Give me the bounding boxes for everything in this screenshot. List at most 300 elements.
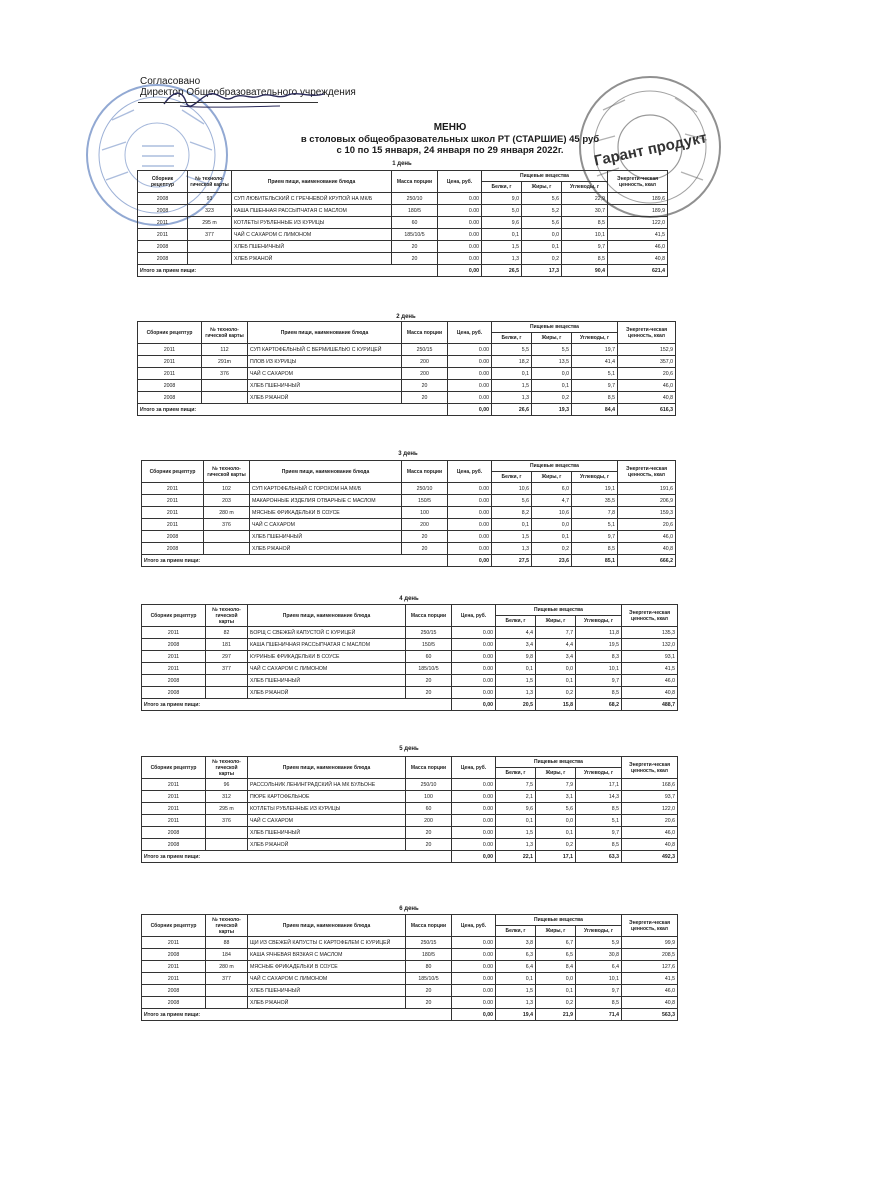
- header-price: Цена, руб.: [438, 171, 482, 193]
- cell-mass: 80: [406, 961, 452, 973]
- cell-tech-card: 93: [188, 193, 232, 205]
- header-carbs: Углеводы, г: [562, 182, 608, 193]
- total-carbs: 90,4: [562, 265, 608, 277]
- cell-energy: 357,0: [618, 356, 676, 368]
- cell-tech-card: [206, 985, 248, 997]
- cell-tech-card: 181: [206, 639, 248, 651]
- cell-dish-name: КАША ПШЕННАЯ РАССЫПЧАТАЯ С МАСЛОМ: [232, 205, 392, 217]
- header-price: Цена, руб.: [448, 322, 492, 344]
- cell-energy: 206,9: [618, 495, 676, 507]
- cell-price: 0.00: [448, 543, 492, 555]
- cell-fat: 0,1: [532, 380, 572, 392]
- total-label: Итого за прием пищи:: [142, 851, 452, 863]
- cell-dish-name: СУП ЛЮБИТЕЛЬСКИЙ С ГРЕЧНЕВОЙ КРУПОЙ НА МК/Б: [232, 193, 392, 205]
- cell-energy: 46,0: [608, 241, 668, 253]
- cell-dish-name: ХЛЕБ ПШЕНИЧНЫЙ: [248, 985, 406, 997]
- header-nutrients: Пищевые вещества: [492, 461, 618, 472]
- day-label: 6 день: [399, 906, 419, 912]
- cell-price: 0.00: [452, 949, 496, 961]
- header-meal: Прием пищи, наименование блюда: [250, 461, 402, 483]
- cell-tech-card: 82: [206, 627, 248, 639]
- cell-carbs: 14,3: [576, 791, 622, 803]
- cell-fat: 0,1: [536, 675, 576, 687]
- header-protein: Белки, г: [496, 768, 536, 779]
- header-carbs: Углеводы, г: [572, 333, 618, 344]
- header-energy: Энергети-ческая ценность, ккал: [618, 322, 676, 344]
- cell-collection: 2011: [138, 356, 202, 368]
- cell-fat: 0,2: [532, 543, 572, 555]
- total-protein: 19,4: [496, 1009, 536, 1021]
- cell-carbs: 9,7: [572, 531, 618, 543]
- total-price: 0,00: [452, 851, 496, 863]
- cell-price: 0.00: [448, 495, 492, 507]
- header-fat: Жиры, г: [532, 333, 572, 344]
- cell-mass: 150/5: [402, 495, 448, 507]
- cell-dish-name: ХЛЕБ РЖАНОЙ: [248, 997, 406, 1009]
- cell-collection: 2008: [142, 839, 206, 851]
- table-header-row: [142, 605, 678, 616]
- total-protein: 26,6: [492, 404, 532, 416]
- cell-mass: 250/10: [402, 483, 448, 495]
- cell-protein: 1,5: [496, 985, 536, 997]
- cell-protein: 0,1: [496, 663, 536, 675]
- cell-mass: 185/10/5: [406, 973, 452, 985]
- total-energy: 621,4: [608, 265, 668, 277]
- total-energy: 616,3: [618, 404, 676, 416]
- cell-tech-card: [202, 392, 248, 404]
- cell-fat: 5,5: [532, 344, 572, 356]
- cell-collection: 2008: [142, 827, 206, 839]
- cell-dish-name: МАКАРОННЫЕ ИЗДЕЛИЯ ОТВАРНЫЕ С МАСЛОМ: [250, 495, 402, 507]
- cell-carbs: 22,9: [562, 193, 608, 205]
- cell-carbs: 19,1: [572, 483, 618, 495]
- header-price: Цена, руб.: [452, 757, 496, 779]
- approval-position: Директор Общеобразовательного учреждения: [140, 87, 356, 98]
- total-label: Итого за прием пищи:: [138, 265, 438, 277]
- cell-fat: 6,7: [536, 937, 576, 949]
- cell-collection: 2008: [142, 687, 206, 699]
- total-carbs: 71,4: [576, 1009, 622, 1021]
- table-row: [142, 961, 678, 973]
- cell-carbs: 5,1: [576, 815, 622, 827]
- cell-dish-name: ЧАЙ С САХАРОМ С ЛИМОНОМ: [248, 973, 406, 985]
- cell-energy: 132,0: [622, 639, 678, 651]
- header-collection: Сборник рецептур: [138, 171, 188, 193]
- cell-carbs: 19,7: [572, 344, 618, 356]
- menu-table-day-3: [141, 460, 676, 567]
- table-row: [138, 229, 668, 241]
- cell-mass: 150/5: [406, 639, 452, 651]
- day-label: 1 день: [392, 161, 412, 167]
- cell-energy: 40,8: [622, 839, 678, 851]
- total-price: 0,00: [448, 404, 492, 416]
- cell-carbs: 17,1: [576, 779, 622, 791]
- cell-fat: 4,7: [532, 495, 572, 507]
- header-nutrients: Пищевые вещества: [496, 605, 622, 616]
- cell-fat: 5,2: [522, 205, 562, 217]
- header-carbs: Углеводы, г: [576, 768, 622, 779]
- cell-energy: 122,0: [608, 217, 668, 229]
- cell-tech-card: 376: [206, 815, 248, 827]
- cell-collection: 2008: [142, 997, 206, 1009]
- total-row: [142, 555, 676, 567]
- cell-price: 0.00: [452, 639, 496, 651]
- cell-protein: 1,5: [496, 827, 536, 839]
- cell-dish-name: ХЛЕБ ПШЕНИЧНЫЙ: [250, 531, 402, 543]
- header-meal: Прием пищи, наименование блюда: [248, 605, 406, 627]
- cell-dish-name: СУП КАРТОФЕЛЬНЫЙ С ВЕРМИШЕЛЬЮ С КУРИЦЕЙ: [248, 344, 402, 356]
- table-row: [142, 495, 676, 507]
- header-protein: Белки, г: [492, 472, 532, 483]
- cell-dish-name: ЧАЙ С САХАРОМ: [250, 519, 402, 531]
- cell-collection: 2011: [142, 937, 206, 949]
- cell-energy: 191,6: [618, 483, 676, 495]
- cell-collection: 2008: [142, 639, 206, 651]
- header-meal: Прием пищи, наименование блюда: [248, 757, 406, 779]
- table-row: [142, 627, 678, 639]
- cell-price: 0.00: [448, 344, 492, 356]
- cell-price: 0.00: [452, 827, 496, 839]
- table-header-row: [142, 757, 678, 768]
- cell-fat: 7,7: [536, 627, 576, 639]
- cell-mass: 20: [392, 253, 438, 265]
- cell-tech-card: 96: [206, 779, 248, 791]
- total-fat: 15,8: [536, 699, 576, 711]
- total-protein: 20,5: [496, 699, 536, 711]
- cell-dish-name: МЯСНЫЕ ФРИКАДЕЛЬКИ В СОУСЕ: [250, 507, 402, 519]
- header-energy: Энергети-ческая ценность, ккал: [622, 915, 678, 937]
- header-mass: Масса порции: [406, 605, 452, 627]
- cell-carbs: 9,7: [576, 827, 622, 839]
- table-row: [142, 827, 678, 839]
- cell-tech-card: 312: [206, 791, 248, 803]
- cell-energy: 93,1: [622, 651, 678, 663]
- cell-protein: 9,0: [482, 193, 522, 205]
- header-collection: Сборник рецептур: [142, 915, 206, 937]
- total-row: [142, 851, 678, 863]
- cell-price: 0.00: [438, 241, 482, 253]
- cell-protein: 3,8: [496, 937, 536, 949]
- header-fat: Жиры, г: [536, 926, 576, 937]
- cell-dish-name: КУРИНЫЕ ФРИКАДЕЛЬКИ В СОУСЕ: [248, 651, 406, 663]
- cell-collection: 2011: [138, 368, 202, 380]
- cell-collection: 2008: [138, 193, 188, 205]
- cell-tech-card: 376: [204, 519, 250, 531]
- table-row: [142, 663, 678, 675]
- cell-mass: 185/10/5: [392, 229, 438, 241]
- table-row: [142, 651, 678, 663]
- cell-fat: 7,9: [536, 779, 576, 791]
- header-fat: Жиры, г: [536, 768, 576, 779]
- table-row: [142, 815, 678, 827]
- cell-protein: 0,1: [496, 815, 536, 827]
- cell-dish-name: ХЛЕБ РЖАНОЙ: [232, 253, 392, 265]
- cell-dish-name: РАССОЛЬНИК ЛЕНИНГРАДСКИЙ НА МК БУЛЬОНЕ: [248, 779, 406, 791]
- header-nutrients: Пищевые вещества: [492, 322, 618, 333]
- cell-fat: 0,2: [532, 392, 572, 404]
- cell-protein: 1,5: [492, 531, 532, 543]
- cell-mass: 60: [392, 217, 438, 229]
- cell-collection: 2008: [138, 205, 188, 217]
- cell-protein: 5,5: [492, 344, 532, 356]
- table-row: [138, 368, 676, 380]
- menu-table-day-4: [141, 604, 678, 711]
- header-nutrients: Пищевые вещества: [496, 757, 622, 768]
- cell-dish-name: ХЛЕБ ПШЕНИЧНЫЙ: [248, 380, 402, 392]
- cell-tech-card: 377: [188, 229, 232, 241]
- cell-protein: 1,3: [492, 543, 532, 555]
- table-row: [142, 973, 678, 985]
- cell-price: 0.00: [438, 193, 482, 205]
- cell-collection: 2011: [142, 803, 206, 815]
- cell-protein: 1,3: [496, 997, 536, 1009]
- total-price: 0,00: [452, 1009, 496, 1021]
- cell-energy: 40,8: [608, 253, 668, 265]
- document-title: [300, 122, 600, 156]
- cell-carbs: 9,7: [576, 675, 622, 687]
- cell-mass: 100: [406, 791, 452, 803]
- cell-dish-name: ЧАЙ С САХАРОМ: [248, 368, 402, 380]
- cell-protein: 0,1: [492, 368, 532, 380]
- cell-fat: 5,6: [522, 217, 562, 229]
- cell-tech-card: [206, 687, 248, 699]
- cell-fat: 3,1: [536, 791, 576, 803]
- cell-price: 0.00: [452, 687, 496, 699]
- cell-tech-card: 291m: [202, 356, 248, 368]
- cell-dish-name: КАША ЯЧНЕВАЯ ВЯЗКАЯ С МАСЛОМ: [248, 949, 406, 961]
- table-row: [142, 639, 678, 651]
- total-energy: 488,7: [622, 699, 678, 711]
- cell-price: 0.00: [448, 392, 492, 404]
- table-row: [142, 779, 678, 791]
- cell-protein: 5,0: [482, 205, 522, 217]
- cell-protein: 9,8: [496, 651, 536, 663]
- cell-dish-name: ЧАЙ С САХАРОМ С ЛИМОНОМ: [232, 229, 392, 241]
- cell-tech-card: 377: [206, 663, 248, 675]
- header-fat: Жиры, г: [536, 616, 576, 627]
- cell-fat: 13,5: [532, 356, 572, 368]
- cell-collection: 2011: [142, 651, 206, 663]
- cell-dish-name: КОТЛЕТЫ РУБЛЕННЫЕ ИЗ КУРИЦЫ: [248, 803, 406, 815]
- cell-fat: 4,4: [536, 639, 576, 651]
- cell-carbs: 8,5: [562, 217, 608, 229]
- cell-protein: 9,6: [482, 217, 522, 229]
- table-row: [138, 380, 676, 392]
- cell-tech-card: [206, 827, 248, 839]
- cell-tech-card: 376: [202, 368, 248, 380]
- header-fat: Жиры, г: [532, 472, 572, 483]
- cell-mass: 60: [406, 651, 452, 663]
- menu-table-day-5: [141, 756, 678, 863]
- header-protein: Белки, г: [492, 333, 532, 344]
- table-row: [138, 205, 668, 217]
- table-row: [142, 839, 678, 851]
- header-carbs: Углеводы, г: [576, 616, 622, 627]
- cell-fat: 8,4: [536, 961, 576, 973]
- total-label: Итого за прием пищи:: [142, 555, 448, 567]
- cell-fat: 5,6: [522, 193, 562, 205]
- cell-tech-card: 112: [202, 344, 248, 356]
- cell-collection: 2008: [142, 531, 204, 543]
- total-row: [142, 1009, 678, 1021]
- cell-dish-name: ЧАЙ С САХАРОМ: [248, 815, 406, 827]
- table-row: [142, 519, 676, 531]
- cell-fat: 6,0: [532, 483, 572, 495]
- header-meal: Прием пищи, наименование блюда: [248, 322, 402, 344]
- cell-mass: 180/5: [392, 205, 438, 217]
- header-mass: Масса порции: [406, 757, 452, 779]
- cell-dish-name: ХЛЕБ ПШЕНИЧНЫЙ: [232, 241, 392, 253]
- cell-protein: 10,6: [492, 483, 532, 495]
- table-row: [142, 675, 678, 687]
- cell-carbs: 8,5: [576, 687, 622, 699]
- cell-price: 0.00: [452, 803, 496, 815]
- cell-energy: 46,0: [622, 827, 678, 839]
- menu-table-day-6: [141, 914, 678, 1021]
- table-row: [142, 997, 678, 1009]
- cell-protein: 6,3: [496, 949, 536, 961]
- total-price: 0,00: [438, 265, 482, 277]
- cell-energy: 122,0: [622, 803, 678, 815]
- header-collection: Сборник рецептур: [142, 461, 204, 483]
- cell-energy: 46,0: [622, 675, 678, 687]
- table-row: [142, 483, 676, 495]
- table-row: [142, 507, 676, 519]
- table-row: [142, 531, 676, 543]
- cell-fat: 0,0: [536, 815, 576, 827]
- table-row: [138, 392, 676, 404]
- cell-price: 0.00: [452, 961, 496, 973]
- header-mass: Масса порции: [402, 322, 448, 344]
- cell-mass: 60: [406, 803, 452, 815]
- cell-carbs: 41,4: [572, 356, 618, 368]
- cell-energy: 152,9: [618, 344, 676, 356]
- cell-carbs: 9,7: [562, 241, 608, 253]
- cell-collection: 2008: [142, 675, 206, 687]
- cell-collection: 2011: [142, 663, 206, 675]
- cell-dish-name: ХЛЕБ РЖАНОЙ: [248, 687, 406, 699]
- cell-collection: 2008: [138, 380, 202, 392]
- total-energy: 563,3: [622, 1009, 678, 1021]
- cell-tech-card: 88: [206, 937, 248, 949]
- cell-energy: 41,5: [622, 973, 678, 985]
- total-protein: 27,5: [492, 555, 532, 567]
- cell-fat: 10,6: [532, 507, 572, 519]
- total-fat: 21,9: [536, 1009, 576, 1021]
- total-row: [138, 404, 676, 416]
- cell-fat: 0,1: [536, 985, 576, 997]
- cell-protein: 7,5: [496, 779, 536, 791]
- header-collection: Сборник рецептур: [138, 322, 202, 344]
- table-header-row: [138, 171, 668, 182]
- total-fat: 19,3: [532, 404, 572, 416]
- cell-mass: 200: [402, 368, 448, 380]
- cell-energy: 40,8: [618, 543, 676, 555]
- cell-price: 0.00: [452, 651, 496, 663]
- cell-mass: 200: [402, 519, 448, 531]
- menu-table-day-2: [137, 321, 676, 416]
- cell-dish-name: ХЛЕБ РЖАНОЙ: [248, 839, 406, 851]
- cell-mass: 20: [406, 827, 452, 839]
- header-collection: Сборник рецептур: [142, 757, 206, 779]
- header-mass: Масса порции: [402, 461, 448, 483]
- header-carbs: Углеводы, г: [572, 472, 618, 483]
- cell-protein: 6,4: [496, 961, 536, 973]
- cell-carbs: 8,5: [576, 803, 622, 815]
- cell-collection: 2011: [142, 483, 204, 495]
- total-row: [138, 265, 668, 277]
- cell-protein: 4,4: [496, 627, 536, 639]
- header-nutrients: Пищевые вещества: [496, 915, 622, 926]
- cell-dish-name: ХЛЕБ РЖАНОЙ: [248, 392, 402, 404]
- header-price: Цена, руб.: [448, 461, 492, 483]
- cell-protein: 1,3: [482, 253, 522, 265]
- header-meal: Прием пищи, наименование блюда: [248, 915, 406, 937]
- cell-carbs: 9,7: [572, 380, 618, 392]
- cell-price: 0.00: [452, 791, 496, 803]
- cell-price: 0.00: [452, 815, 496, 827]
- cell-mass: 180/5: [406, 949, 452, 961]
- cell-price: 0.00: [448, 507, 492, 519]
- table-row: [138, 356, 676, 368]
- cell-price: 0.00: [452, 627, 496, 639]
- cell-carbs: 8,5: [562, 253, 608, 265]
- cell-tech-card: 203: [204, 495, 250, 507]
- cell-carbs: 5,9: [576, 937, 622, 949]
- cell-tech-card: [204, 531, 250, 543]
- cell-energy: 168,6: [622, 779, 678, 791]
- cell-dish-name: МЯСНЫЕ ФРИКАДЕЛЬКИ В СОУСЕ: [248, 961, 406, 973]
- cell-collection: 2011: [138, 344, 202, 356]
- table-row: [138, 344, 676, 356]
- cell-fat: 0,0: [536, 973, 576, 985]
- table-row: [138, 217, 668, 229]
- cell-protein: 0,1: [496, 973, 536, 985]
- total-carbs: 68,2: [576, 699, 622, 711]
- cell-price: 0.00: [438, 229, 482, 241]
- cell-price: 0.00: [438, 253, 482, 265]
- cell-dish-name: ХЛЕБ ПШЕНИЧНЫЙ: [248, 827, 406, 839]
- cell-energy: 93,7: [622, 791, 678, 803]
- cell-protein: 1,3: [496, 839, 536, 851]
- total-protein: 22,1: [496, 851, 536, 863]
- cell-mass: 20: [406, 839, 452, 851]
- cell-carbs: 30,7: [562, 205, 608, 217]
- cell-energy: 46,0: [618, 531, 676, 543]
- cell-carbs: 5,1: [572, 519, 618, 531]
- total-energy: 492,3: [622, 851, 678, 863]
- table-row: [142, 985, 678, 997]
- cell-collection: 2011: [142, 519, 204, 531]
- header-protein: Белки, г: [496, 926, 536, 937]
- cell-tech-card: 184: [206, 949, 248, 961]
- cell-energy: 99,9: [622, 937, 678, 949]
- table-row: [138, 253, 668, 265]
- total-price: 0,00: [452, 699, 496, 711]
- cell-protein: 1,3: [496, 687, 536, 699]
- cell-energy: 127,6: [622, 961, 678, 973]
- cell-mass: 250/15: [406, 627, 452, 639]
- cell-collection: 2011: [142, 961, 206, 973]
- cell-carbs: 35,5: [572, 495, 618, 507]
- cell-dish-name: ЧАЙ С САХАРОМ С ЛИМОНОМ: [248, 663, 406, 675]
- cell-dish-name: ПЮРЕ КАРТОФЕЛЬНОЕ: [248, 791, 406, 803]
- header-price: Цена, руб.: [452, 915, 496, 937]
- cell-protein: 2,1: [496, 791, 536, 803]
- cell-dish-name: КАША ПШЕНИЧНАЯ РАССЫПЧАТАЯ С МАСЛОМ: [248, 639, 406, 651]
- cell-mass: 250/15: [402, 344, 448, 356]
- cell-tech-card: 323: [188, 205, 232, 217]
